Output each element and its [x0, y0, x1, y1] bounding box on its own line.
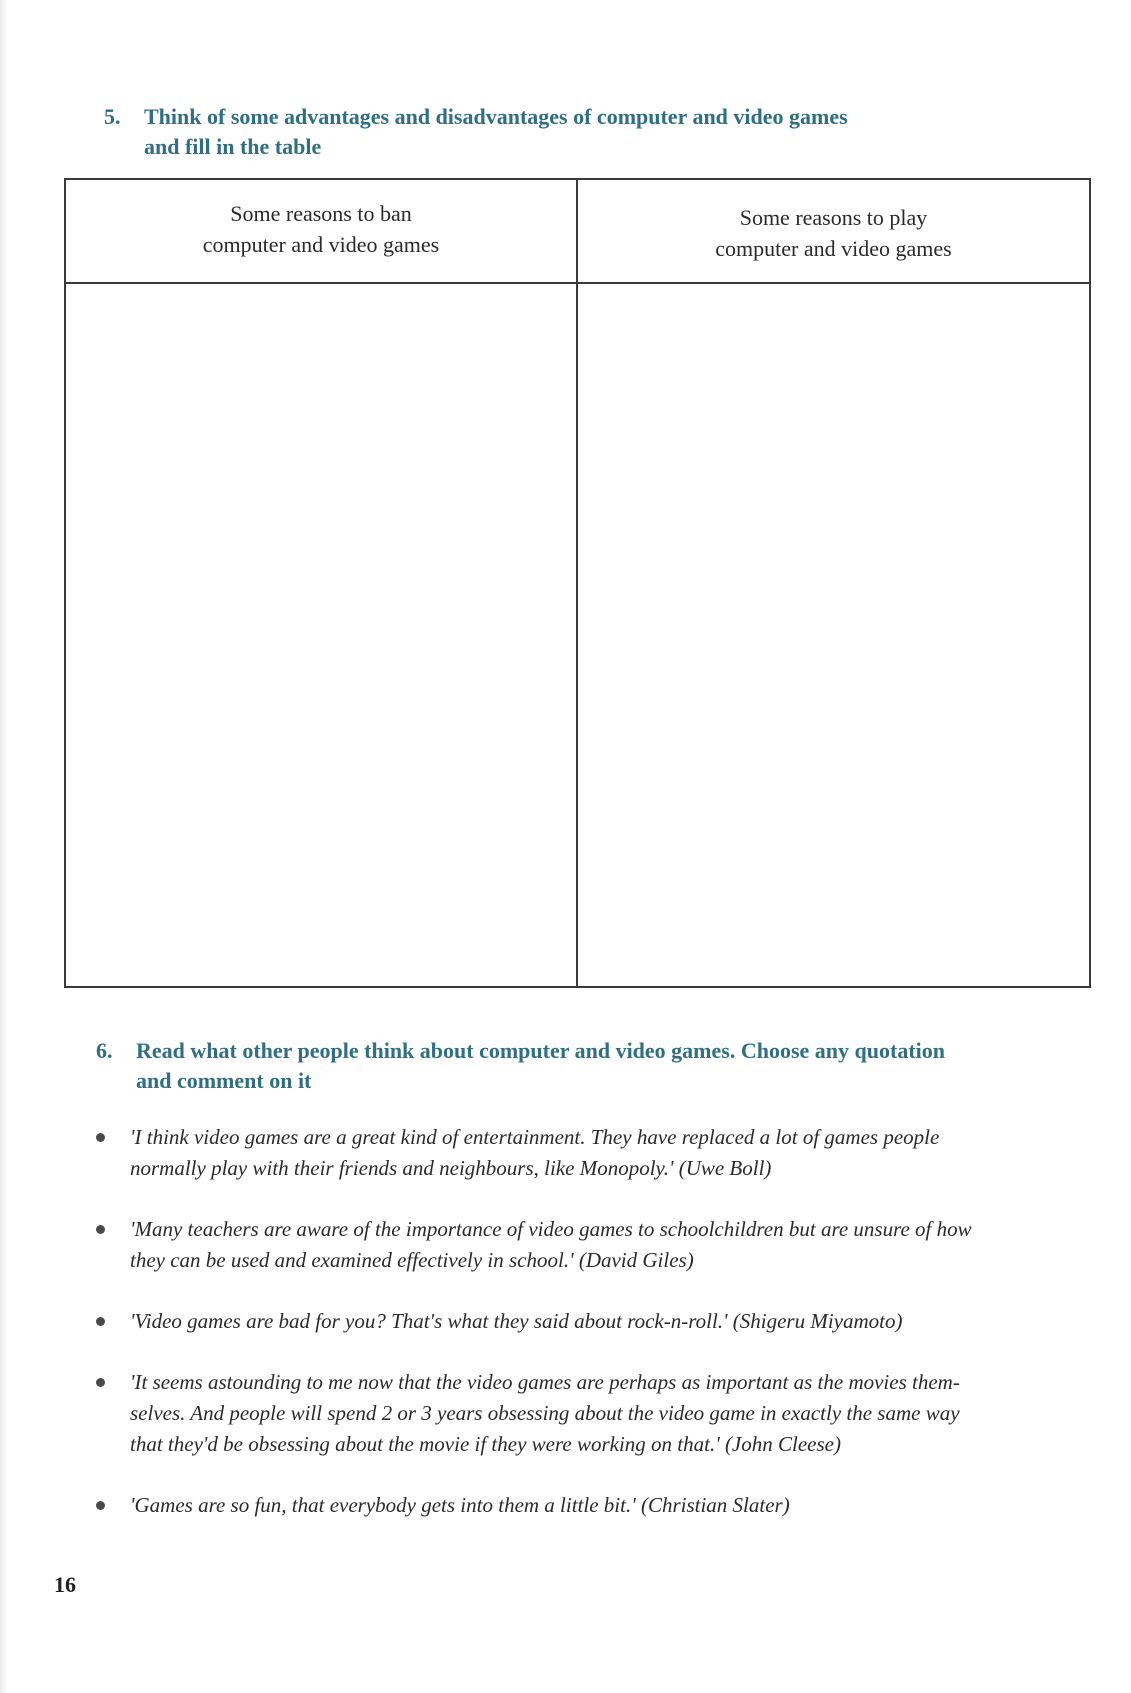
column-header-ban [66, 198, 576, 268]
task-5-instruction-line-1: Think of some advantages and disadvantages of computer and video games [144, 104, 848, 129]
quotation-line: 'It seems astounding to me now that the video games are perhaps as important as the movies them- [130, 1370, 960, 1394]
bullet-icon [96, 1317, 105, 1326]
page-number: 16 [54, 1572, 76, 1597]
page-edge-shadow [0, 0, 8, 1693]
task-6-instruction-line-1: Read what other people think about computer and video games. Choose any quotation [136, 1038, 945, 1063]
answer-cell-play[interactable] [578, 284, 1089, 984]
column-header-play-line-2: computer and video games [715, 236, 952, 261]
quotation-item [92, 1122, 1092, 1184]
bullet-icon [96, 1133, 105, 1142]
task-6-heading [96, 1036, 1056, 1100]
bullet-icon [96, 1501, 105, 1510]
column-header-ban-line-1: Some reasons to ban [230, 201, 412, 226]
reasons-table [64, 178, 1091, 988]
quotation-line: 'Games are so fun, that everybody gets into them a little bit.' (Christian Slater) [130, 1493, 790, 1517]
task-6-instruction-line-2: and comment on it [136, 1068, 312, 1093]
column-header-ban-line-2: computer and video games [202, 232, 440, 257]
quotation-line: 'Many teachers are aware of the importance of video games to schoolchildren but are unsure of how [130, 1217, 972, 1241]
column-header-play [578, 202, 1089, 272]
quotation-line: they can be used and examined effectively in school.' (David Giles) [130, 1248, 694, 1272]
bullet-icon [96, 1225, 105, 1234]
task-5-heading [104, 102, 954, 166]
quotation-item [92, 1490, 1092, 1521]
quotation-line: that they'd be obsessing about the movie if they were working on that.' (John Cleese) [130, 1432, 841, 1456]
quotation-item [92, 1306, 1092, 1337]
task-5-number: 5. [104, 104, 121, 129]
quotation-list [92, 1122, 1092, 1551]
task-6-number: 6. [96, 1038, 113, 1063]
quotation-line: normally play with their friends and neighbours, like Monopoly.' (Uwe Boll) [130, 1156, 772, 1180]
answer-cell-ban[interactable] [66, 284, 576, 984]
quotation-line: 'Video games are bad for you? That's what they said about rock-n-roll.' (Shigeru Miyamoto) [130, 1309, 903, 1333]
task-5-instruction-line-2: and fill in the table [144, 134, 322, 159]
bullet-icon [96, 1378, 105, 1387]
column-header-play-line-1: Some reasons to play [739, 205, 928, 230]
quotation-item [92, 1214, 1092, 1276]
quotation-item [92, 1367, 1092, 1460]
quotation-line: selves. And people will spend 2 or 3 years obsessing about the video game in exactly the same way [130, 1401, 960, 1425]
quotation-line: 'I think video games are a great kind of entertainment. They have replaced a lot of games people [130, 1125, 940, 1149]
